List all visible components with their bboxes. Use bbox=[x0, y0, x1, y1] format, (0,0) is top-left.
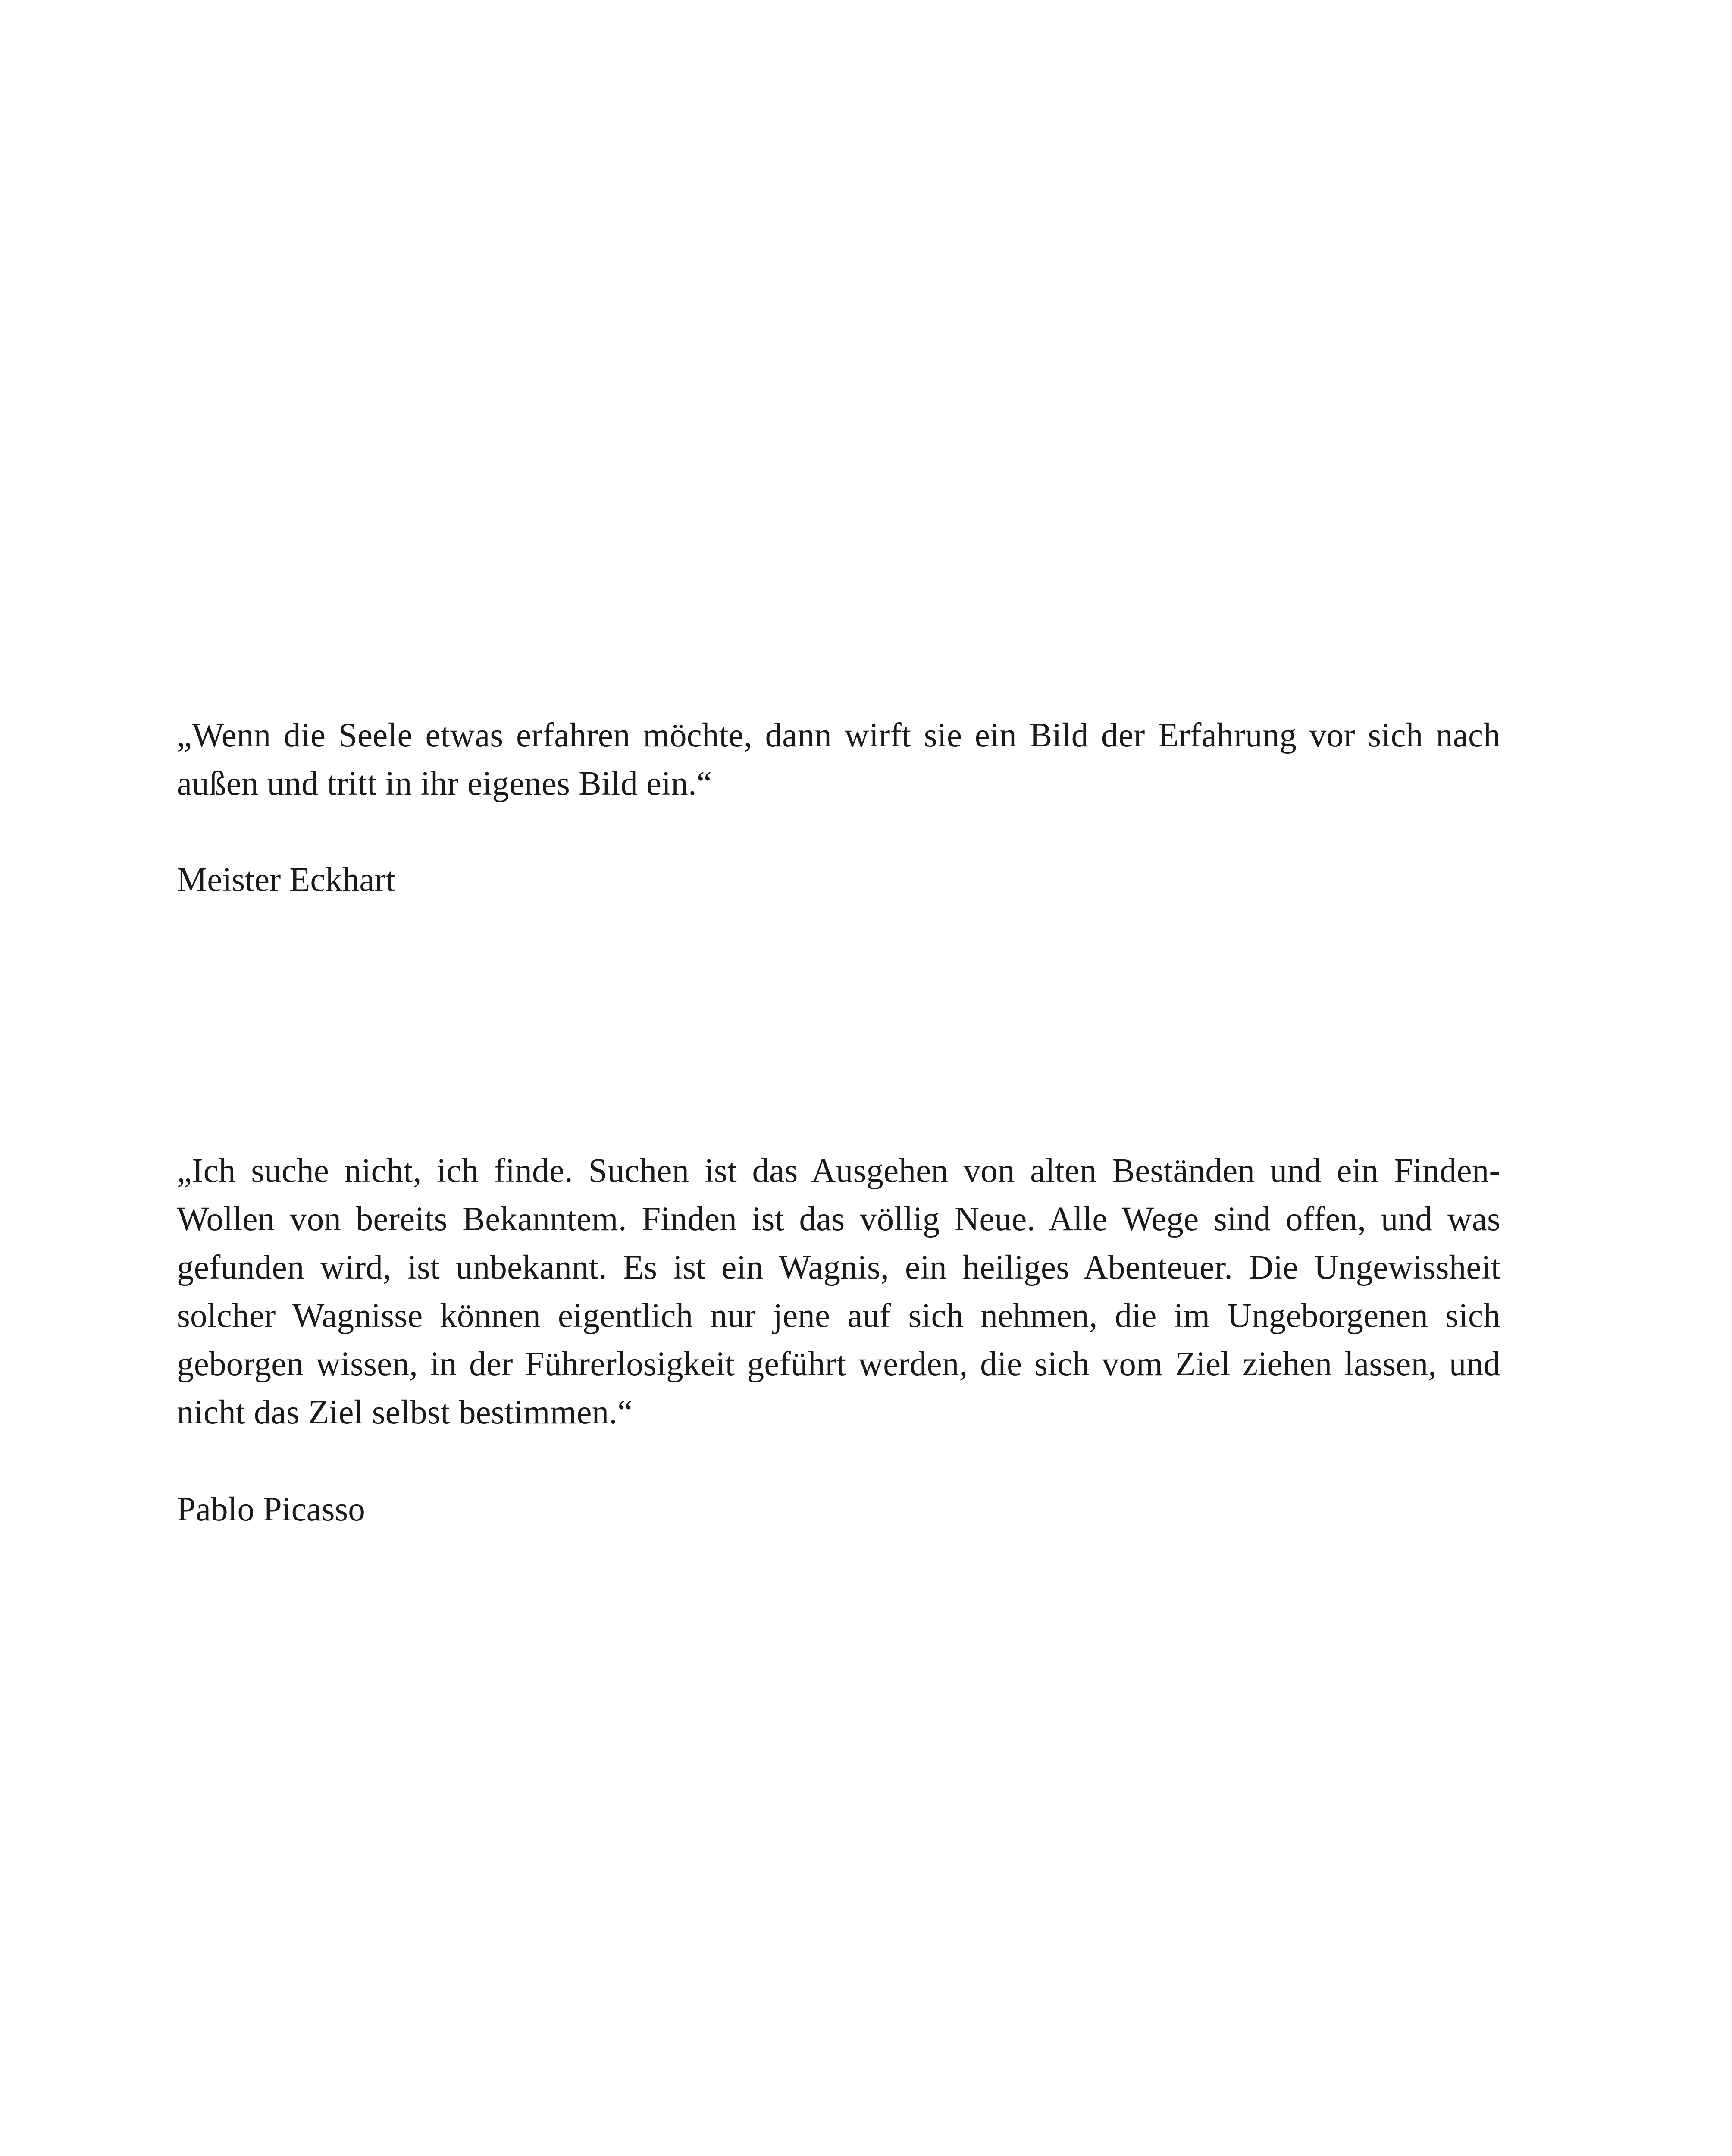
quote-author-eckhart: Meister Eckhart bbox=[177, 861, 395, 899]
quote-text-eckhart: „Wenn die Seele etwas erfahren möchte, dann wirft sie ein Bild der Erfahrung vor sich nach außen und tritt in ihr eigenes Bild ein.“ bbox=[177, 717, 1500, 802]
quote-text-picasso: „Ich suche nicht, ich finde. Suchen ist das Ausgehen von alten Beständen und ein Finden- Wollen von bereits Bekanntem. Finden ist das völlig Neue. Alle Wege sind offen, und was gefunden wird, ist unbekannt. Es ist ein Wagnis, ein heiliges Abenteuer. Die Ungewissheit solcher Wagnisse können eigentlich nur jene auf sich nehmen, die im Ungeborgenen sich geborgen wissen, in der Führerlosigkeit geführt werden, die sich vom Ziel ziehen lassen, und nicht das Ziel selbst bestimmen.“ bbox=[177, 1152, 1500, 1431]
quote-author-picasso: Pablo Picasso bbox=[177, 1491, 365, 1528]
